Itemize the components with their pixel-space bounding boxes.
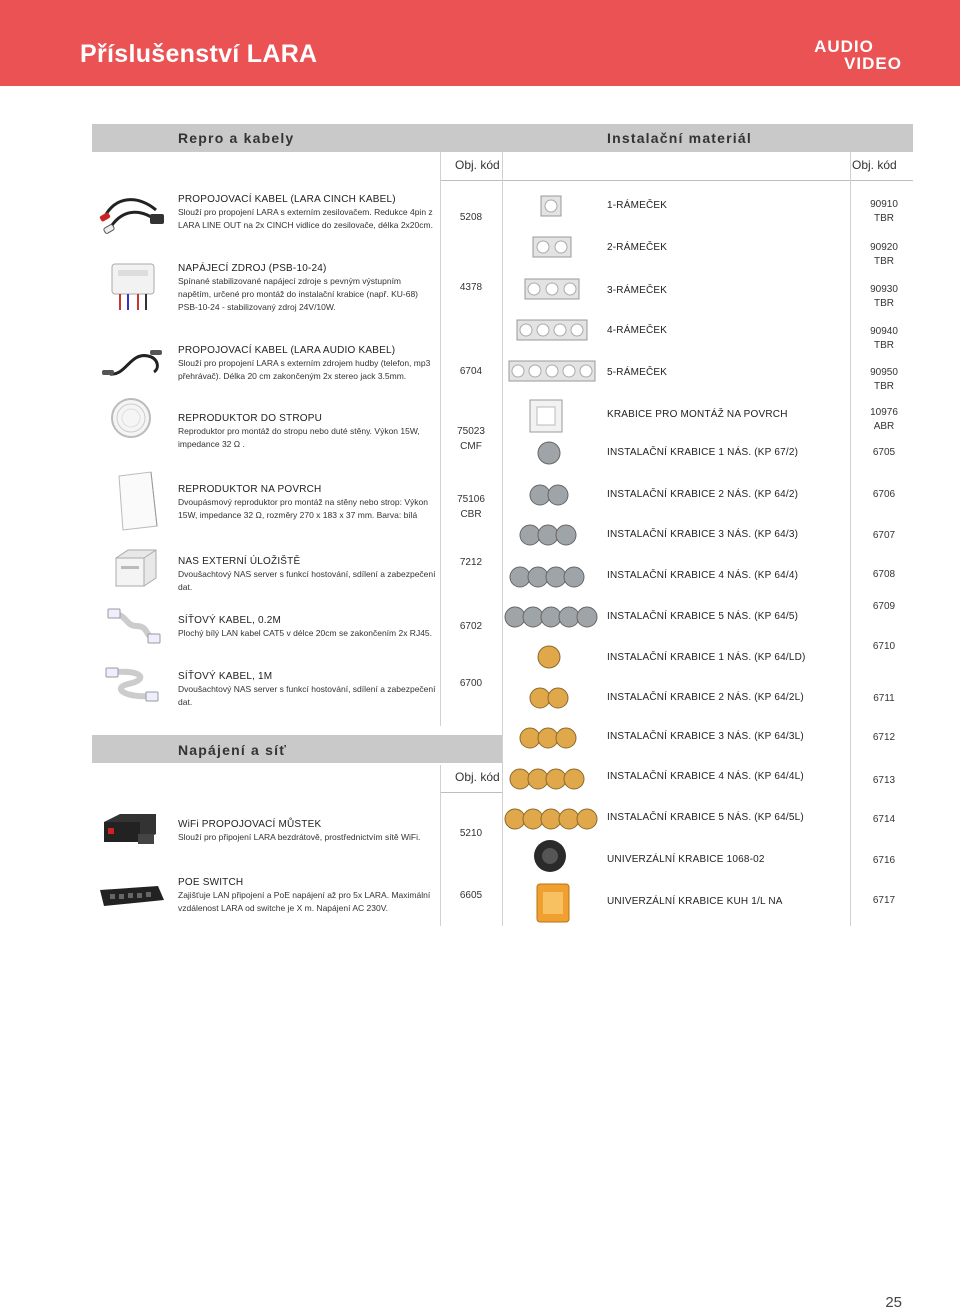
frame-4-icon (516, 319, 588, 341)
list-item-code (852, 283, 916, 311)
install-box-4l-icon (508, 766, 588, 792)
item-description: Slouží pro propojení LARA s externím zdrojem hudby (telefon, mp3 přehrávač). Délka 20 cm zakončeným 2x stereo jack 3.5mm. (178, 358, 431, 381)
install-box-2l-icon (528, 685, 570, 711)
wifi-bridge-icon (98, 808, 160, 850)
cinch-cable-icon (96, 188, 168, 240)
list-item-name: 3-RÁMEČEK (607, 285, 668, 296)
list-item-name: KRABICE PRO MONTÁŽ NA POVRCH (607, 409, 788, 420)
list-item-code: 6707 (872, 530, 896, 541)
list-item-code: 6714 (872, 814, 896, 825)
list-item-code: 6709 (872, 601, 896, 612)
list-item-name: INSTALAČNÍ KRABICE 4 NÁS. (KP 64/4) (607, 570, 799, 581)
lan-cable-short-icon (106, 604, 162, 646)
nas-server-icon (112, 548, 158, 588)
install-box-5-icon (503, 604, 599, 630)
page-header (0, 0, 960, 86)
power-section-title: Napájení a síť (178, 742, 288, 758)
install-box-1l-icon (536, 644, 562, 670)
list-item-name: INSTALAČNÍ KRABICE 3 NÁS. (KP 64/3) (607, 529, 799, 540)
code-number: 90920 (870, 242, 898, 253)
item-name: SÍŤOVÝ KABEL, 1M (178, 671, 273, 682)
left-section-band (92, 124, 502, 152)
code-number: 90930 (870, 284, 898, 295)
install-box-5l-icon (503, 806, 599, 832)
universal-box-icon (530, 838, 570, 874)
list-item-ceiling-speaker (178, 412, 436, 451)
list-item-name: INSTALAČNÍ KRABICE 1 NÁS. (KP 64/LD) (607, 652, 806, 663)
frame-3-icon (524, 278, 580, 300)
item-description: Spínané stabilizované napájecí zdroje s pevným výstupním napětím, určené pro montáž do instalační krabice (např. KU-68) PSB-10-24 - stabilizovaný zdroj 24V/10W. (178, 276, 419, 312)
list-item-name: 2-RÁMEČEK (607, 242, 668, 253)
list-item-wifi-bridge (178, 818, 436, 844)
universal-box-kuh-icon (535, 882, 571, 924)
install-box-2-icon (528, 482, 570, 508)
item-code (441, 424, 501, 454)
code-number: 10976 (870, 407, 898, 418)
left-section-title: Repro a kabely (178, 130, 295, 146)
list-item-name: 5-RÁMEČEK (607, 367, 668, 378)
logo-line-2: VIDEO (844, 54, 902, 73)
list-item-audio-cable (178, 344, 436, 383)
item-description: Plochý bílý LAN kabel CAT5 v délce 20cm se zakončením 2x RJ45. (178, 628, 433, 638)
item-code-number: 75023 (457, 426, 485, 437)
code-suffix: TBR (874, 213, 894, 224)
code-number: 90910 (870, 199, 898, 210)
install-box-3l-icon (518, 725, 578, 751)
list-item-code: 6710 (872, 641, 896, 652)
list-item-name: 1-RÁMEČEK (607, 200, 668, 211)
list-item-code: 6711 (873, 693, 895, 704)
list-item-code: 6717 (872, 895, 896, 906)
right-section-title: Instalační materiál (607, 130, 752, 146)
list-item-code: 6708 (872, 569, 896, 580)
page-number: 25 (885, 1294, 902, 1311)
item-name: REPRODUKTOR DO STROPU (178, 413, 323, 424)
list-item-code: 6716 (872, 855, 896, 866)
frame-5-icon (508, 360, 596, 382)
power-header-divider (440, 792, 502, 793)
list-item-name: INSTALAČNÍ KRABICE 3 NÁS. (KP 64/3L) (607, 731, 804, 742)
item-code-suffix: CMF (460, 441, 482, 452)
item-name: NAS EXTERNÍ ÚLOŽIŠTĚ (178, 556, 301, 567)
item-description: Reproduktor pro montáž do stropu nebo duté stěny. Výkon 15W, impedance 32 Ω . (178, 426, 420, 449)
item-description: Dvoupásmový reproduktor pro montáž na stěny nebo strop: Výkon 15W, impedance 32 Ω, rozměry 270 x 183 x 37 mm. Barva: bílá (178, 497, 428, 520)
item-description: Dvoušachtový NAS server s funkcí hostování, sdílení a zabezpečení dat. (178, 569, 436, 592)
item-name: PROPOJOVACÍ KABEL (LARA AUDIO KABEL) (178, 345, 396, 356)
item-code: 4378 (459, 282, 483, 293)
list-item-name: INSTALAČNÍ KRABICE 5 NÁS. (KP 64/5) (607, 611, 799, 622)
power-supply-icon (110, 262, 156, 316)
list-item-code: 6712 (872, 732, 896, 743)
install-box-3-icon (518, 522, 578, 548)
item-code: 6702 (459, 621, 483, 632)
ceiling-speaker-icon (108, 396, 154, 440)
frame-2-icon (532, 236, 572, 258)
list-item-name: INSTALAČNÍ KRABICE 2 NÁS. (KP 64/2L) (607, 692, 804, 703)
item-name: POE SWITCH (178, 877, 244, 888)
item-name: PROPOJOVACÍ KABEL (LARA CINCH KABEL) (178, 194, 396, 205)
right-section-band (502, 124, 913, 152)
item-name: WiFi PROPOJOVACÍ MŮSTEK (178, 819, 322, 830)
list-item-name: INSTALAČNÍ KRABICE 1 NÁS. (KP 67/2) (607, 447, 799, 458)
item-name: SÍŤOVÝ KABEL, 0.2M (178, 615, 282, 626)
item-code-suffix: CBR (460, 509, 482, 520)
list-item-name: 4-RÁMEČEK (607, 325, 668, 336)
frame-1-icon (540, 195, 562, 217)
power-code-header: Obj. kód (455, 770, 500, 784)
code-number: 90940 (870, 326, 898, 337)
list-item-wall-speaker (178, 483, 436, 522)
list-item-name: INSTALAČNÍ KRABICE 5 NÁS. (KP 64/5L) (607, 812, 804, 823)
poe-switch-icon (96, 882, 166, 910)
item-description: Slouží pro připojení LARA bezdrátově, prostřednictvím sítě WiFi. (178, 832, 421, 842)
item-name: REPRODUKTOR NA POVRCH (178, 484, 322, 495)
list-item-code (852, 325, 916, 353)
left-code-header: Obj. kód (455, 158, 500, 172)
list-item-lan-cable-long (178, 670, 436, 709)
list-item-code (852, 366, 916, 394)
code-suffix: ABR (873, 421, 895, 432)
list-item-code (852, 198, 916, 226)
list-item-lan-cable-short (178, 614, 436, 640)
item-code: 6605 (459, 890, 483, 901)
right-code-column-line (850, 152, 851, 926)
list-item-code (852, 241, 916, 269)
item-code: 5210 (459, 828, 483, 839)
install-box-4-icon (508, 564, 588, 590)
list-item-code: 6706 (872, 489, 896, 500)
list-item-name: INSTALAČNÍ KRABICE 4 NÁS. (KP 64/4L) (607, 771, 804, 782)
list-item-nas (178, 555, 436, 594)
item-description: Zajišťuje LAN připojení a PoE napájení až pro 5x LARA. Maximální vzdálenost LARA od switche je X m. Napájení AC 230V. (178, 890, 431, 913)
code-suffix: TBR (874, 298, 894, 309)
audio-video-logo (814, 38, 902, 72)
wall-speaker-icon (115, 470, 161, 532)
list-item-name: UNIVERZÁLNÍ KRABICE 1068-02 (607, 854, 765, 865)
list-item-cinch-cable (178, 193, 436, 232)
power-section-band (92, 735, 502, 763)
list-item-poe-switch (178, 876, 436, 915)
code-suffix: TBR (874, 256, 894, 267)
item-code: 5208 (459, 212, 483, 223)
surface-box-icon (528, 398, 564, 434)
list-item-code: 6713 (872, 775, 896, 786)
item-code: 7212 (459, 557, 483, 568)
list-item-power-supply (178, 262, 436, 314)
item-code (441, 492, 501, 522)
lan-cable-long-icon (104, 664, 160, 706)
code-number: 90950 (870, 367, 898, 378)
item-code: 6704 (459, 366, 483, 377)
list-item-code: 6705 (872, 447, 896, 458)
right-code-header: Obj. kód (852, 158, 897, 172)
logo-line-1: AUDIO (814, 37, 874, 56)
code-suffix: TBR (874, 381, 894, 392)
list-item-code (852, 406, 916, 434)
list-item-name: UNIVERZÁLNÍ KRABICE KUH 1/L NA (607, 896, 783, 907)
audio-jack-cable-icon (100, 346, 166, 382)
list-item-name: INSTALAČNÍ KRABICE 2 NÁS. (KP 64/2) (607, 489, 799, 500)
code-suffix: TBR (874, 340, 894, 351)
install-box-1-icon (536, 440, 562, 466)
table-header-divider (440, 180, 913, 181)
item-name: NAPÁJECÍ ZDROJ (PSB-10-24) (178, 263, 327, 274)
item-code: 6700 (459, 678, 483, 689)
item-description: Slouží pro propojení LARA s externím zesilovačem. Redukce 4pin z LARA LINE OUT na 2x CINCH vidlice do zesilovače, délka 2x20cm. (178, 207, 433, 230)
item-code-number: 75106 (457, 494, 485, 505)
page-title: Příslušenství LARA (80, 40, 318, 68)
item-description: Dvoušachtový NAS server s funkcí hostování, sdílení a zabezpečení dat. (178, 684, 436, 707)
